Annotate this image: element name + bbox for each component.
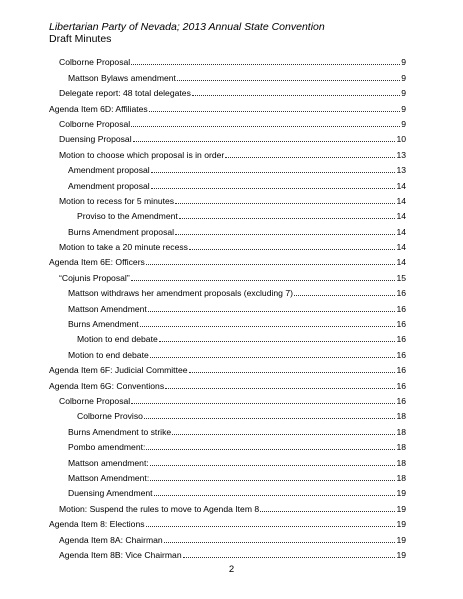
toc-entry[interactable]	[49, 529, 406, 544]
toc-entry-title[interactable]: Burns Amendment	[68, 319, 139, 330]
toc-entry-title[interactable]: Amendment proposal	[68, 165, 150, 176]
toc-entry-title[interactable]: Colborne Proposal	[59, 118, 131, 129]
toc-entry-page: 19	[396, 549, 406, 560]
dot-leader	[150, 465, 396, 466]
toc-entry-title[interactable]: Motion to take a 20 minute recess	[59, 242, 188, 253]
dot-leader	[294, 295, 395, 296]
dot-leader	[146, 264, 396, 265]
toc-entry-page: 14	[396, 195, 406, 206]
toc-entry-page: 19	[396, 534, 406, 545]
document-header	[49, 21, 325, 45]
toc-entry-page: 9	[401, 118, 406, 129]
toc-entry-title[interactable]: Mattson Bylaws amendment	[68, 72, 176, 83]
dot-leader	[189, 372, 396, 373]
toc-entry-title[interactable]: “Cojunis Proposal”	[59, 272, 130, 283]
toc-entry-page: 16	[396, 334, 406, 345]
toc-entry[interactable]	[49, 221, 406, 236]
toc-entry-title[interactable]: Burns Amendment proposal	[68, 226, 175, 237]
toc-entry[interactable]	[49, 283, 406, 298]
dot-leader	[146, 526, 396, 527]
toc-entry[interactable]	[49, 191, 406, 206]
toc-entry[interactable]	[49, 175, 406, 190]
dot-leader	[150, 480, 395, 481]
toc-entry[interactable]	[49, 160, 406, 175]
toc-entry-title[interactable]: Colborne Proviso	[77, 411, 143, 422]
toc-entry-title[interactable]: Motion to recess for 5 minutes	[59, 195, 175, 206]
toc-entry[interactable]	[49, 267, 406, 282]
toc-entry-page: 14	[396, 211, 406, 222]
toc-entry[interactable]	[49, 206, 406, 221]
toc-entry-title[interactable]: Agenda Item 6G: Conventions	[49, 380, 165, 391]
toc-entry[interactable]	[49, 298, 406, 313]
toc-entry[interactable]	[49, 360, 406, 375]
dot-leader	[175, 234, 395, 235]
toc-entry-page: 9	[401, 103, 406, 114]
toc-entry[interactable]	[49, 237, 406, 252]
toc-entry-page: 16	[396, 395, 406, 406]
dot-leader	[225, 157, 395, 158]
toc-entry-page: 19	[396, 503, 406, 514]
toc-entry-page: 16	[396, 380, 406, 391]
toc-entry[interactable]	[49, 52, 406, 67]
toc-entry-page: 9	[401, 72, 406, 83]
toc-entry[interactable]	[49, 452, 406, 467]
toc-entry-page: 15	[396, 272, 406, 283]
toc-entry-title[interactable]: Motion to choose which proposal is in order	[59, 149, 225, 160]
dot-leader	[149, 111, 400, 112]
toc-entry-title[interactable]: Colborne Proposal	[59, 395, 131, 406]
toc-entry-title[interactable]: Delegate report: 48 total delegates	[59, 88, 191, 99]
toc-entry-page: 18	[396, 472, 406, 483]
toc-entry-title[interactable]: Motion to end debate	[68, 349, 149, 360]
dot-leader	[260, 511, 395, 512]
toc-entry-title[interactable]: Burns Amendment to strike	[68, 426, 172, 437]
toc-entry[interactable]	[49, 468, 406, 483]
toc-entry[interactable]	[49, 329, 406, 344]
toc-entry-page: 13	[396, 165, 406, 176]
dot-leader	[146, 449, 395, 450]
dot-leader	[131, 126, 400, 127]
dot-leader	[179, 218, 396, 219]
toc-entry-page: 14	[396, 180, 406, 191]
toc-entry[interactable]	[49, 67, 406, 82]
toc-entry-title[interactable]: Agenda Item 8B: Vice Chairman	[59, 549, 182, 560]
toc-entry[interactable]	[49, 498, 406, 513]
toc-entry[interactable]	[49, 406, 406, 421]
toc-entry-page: 18	[396, 442, 406, 453]
toc-entry-title[interactable]: Duensing Amendment	[68, 488, 153, 499]
toc-entry-page: 10	[396, 134, 406, 145]
toc-entry[interactable]	[49, 129, 406, 144]
toc-entry-title[interactable]: Motion to end debate	[77, 334, 158, 345]
toc-entry-page: 19	[396, 488, 406, 499]
toc-entry[interactable]	[49, 545, 406, 560]
document-subtitle: Draft Minutes	[49, 33, 112, 45]
toc-entry-title[interactable]: Mattson withdraws her amendment proposals (excluding 7)	[68, 288, 293, 299]
toc-entry-title[interactable]: Agenda Item 8: Elections	[49, 519, 145, 530]
toc-entry-title[interactable]: Amendment proposal	[68, 180, 150, 191]
toc-entry[interactable]	[49, 344, 406, 359]
dot-leader	[159, 341, 396, 342]
toc-entry[interactable]	[49, 83, 406, 98]
dot-leader	[177, 80, 400, 81]
toc-entry[interactable]	[49, 114, 406, 129]
table-of-contents	[49, 52, 406, 560]
dot-leader	[148, 311, 396, 312]
dot-leader	[131, 280, 396, 281]
toc-entry[interactable]	[49, 483, 406, 498]
toc-entry-title[interactable]: Mattson Amendment	[68, 303, 147, 314]
toc-entry-title[interactable]: Duensing Proposal	[59, 134, 132, 145]
toc-entry-title[interactable]: Motion: Suspend the rules to move to Agenda Item 8	[59, 503, 260, 514]
toc-entry[interactable]	[49, 514, 406, 529]
toc-entry-page: 13	[396, 149, 406, 160]
toc-entry-page: 14	[396, 226, 406, 237]
dot-leader	[183, 557, 396, 558]
toc-entry-page: 16	[396, 349, 406, 360]
dot-leader	[151, 188, 396, 189]
toc-entry-page: 16	[396, 303, 406, 314]
toc-entry-page: 19	[396, 519, 406, 530]
toc-entry-page: 14	[396, 257, 406, 268]
toc-entry-title[interactable]: Agenda Item 8A: Chairman	[59, 534, 163, 545]
toc-entry[interactable]	[49, 375, 406, 390]
toc-entry[interactable]	[49, 421, 406, 436]
dot-leader	[192, 95, 400, 96]
page-number: 2	[228, 564, 235, 575]
toc-entry-title[interactable]: Proviso to the Amendment	[77, 211, 178, 222]
toc-entry-title[interactable]: Agenda Item 6E: Officers	[49, 257, 145, 268]
toc-entry-page: 14	[396, 242, 406, 253]
toc-entry-title[interactable]: Mattson amendment:	[68, 457, 149, 468]
toc-entry[interactable]	[49, 98, 406, 113]
toc-entry-title[interactable]: Agenda Item 6F: Judicial Committee	[49, 365, 188, 376]
toc-entry-page: 16	[396, 365, 406, 376]
document-title: Libertarian Party of Nevada; 2013 Annual State Convention	[49, 21, 325, 33]
toc-entry[interactable]	[49, 391, 406, 406]
toc-entry-title[interactable]: Mattson Amendment:	[68, 472, 150, 483]
dot-leader	[164, 542, 396, 543]
toc-entry-page: 9	[401, 88, 406, 99]
toc-entry[interactable]	[49, 252, 406, 267]
dot-leader	[133, 141, 396, 142]
dot-leader	[189, 249, 395, 250]
dot-leader	[144, 418, 396, 419]
dot-leader	[175, 203, 395, 204]
toc-entry-page: 9	[401, 57, 406, 68]
dot-leader	[150, 357, 396, 358]
dot-leader	[131, 64, 400, 65]
dot-leader	[154, 495, 396, 496]
toc-entry-page: 18	[396, 411, 406, 422]
toc-entry-page: 16	[396, 288, 406, 299]
toc-entry-title[interactable]: Colborne Proposal	[59, 57, 131, 68]
toc-entry-title[interactable]: Pombo amendment:	[68, 442, 146, 453]
dot-leader	[140, 326, 396, 327]
dot-leader	[165, 388, 395, 389]
dot-leader	[172, 434, 395, 435]
toc-entry-page: 18	[396, 426, 406, 437]
dot-leader	[131, 403, 395, 404]
toc-entry[interactable]	[49, 144, 406, 159]
toc-entry-page: 18	[396, 457, 406, 468]
dot-leader	[151, 172, 396, 173]
toc-entry-page: 16	[396, 319, 406, 330]
toc-entry[interactable]	[49, 314, 406, 329]
toc-entry[interactable]	[49, 437, 406, 452]
toc-entry-title[interactable]: Agenda Item 6D: Affiliates	[49, 103, 148, 114]
